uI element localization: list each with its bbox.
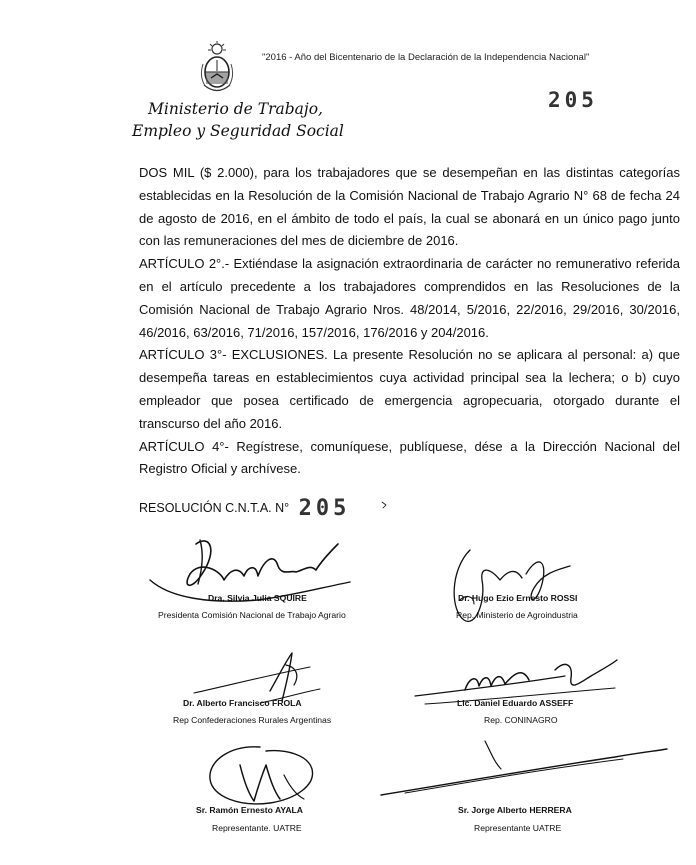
signature-asseff-scribble <box>405 650 635 720</box>
ministry-name-line2: Empleo y Seguridad Social <box>132 122 344 140</box>
resolution-label: RESOLUCIÓN C.N.T.A. N° <box>139 501 290 515</box>
ministry-name <box>132 98 344 142</box>
paragraph-article-2: ARTÍCULO 2°.- Extiéndase la asignación extraordinaria de carácter no remunerativo referida en el artículo precedente a los trabajadores comprendidos en las Resoluciones de la Comisión Nacional de Trabajo Agrario Nros. 48/2014, 5/2016, 22/2016, 29/2016, 30/2016, 46/2016, 63/2016, 71/2016, 157/2016, 176/2016 y 204/2016. <box>139 256 680 340</box>
signature-role-1: Presidenta Comisión Nacional de Trabajo Agrario <box>158 610 346 620</box>
resolution-number-line <box>139 496 350 521</box>
signature-role-5: Representante. UATRE <box>212 823 302 833</box>
signature-herrera-scribble <box>375 735 675 805</box>
paragraph-article-1-continuation: DOS MIL ($ 2.000), para los trabajadores que se desempeñan en las distintas categorías establecidas en la Resolución de la Comisión Nacional de Trabajo Agrario N° 68 de fecha 24 de agosto de 2016, en el ámbito de todo el país, la cual se abonará en un único pago junto con las remuneraciones del mes de diciembre de 2016. <box>139 165 680 249</box>
resolution-number-stamp: 205 <box>298 496 351 521</box>
coat-of-arms-icon <box>200 40 234 94</box>
paragraph-article-4: ARTÍCULO 4°- Regístrese, comuníquese, publíquese, dése a la Dirección Nacional del Registro Oficial y archívese. <box>139 438 680 477</box>
signature-name-2: Dr. Hugo Ezio Ernesto ROSSI <box>458 593 578 603</box>
paragraph-article-3: ARTÍCULO 3°- EXCLUSIONES. La presente Resolución no se aplicara al personal: a) que desempeña tareas en establecimientos cuya actividad principal sea la lechera; o b) cuyo empleador que posea certificado de emergencia agropecuaria, otorgado durante el transcurso del año 2016. <box>139 347 680 431</box>
resolution-body <box>139 162 680 481</box>
signature-ayala-scribble <box>200 735 340 815</box>
signature-name-6: Sr. Jorge Alberto HERRERA <box>458 805 572 815</box>
signature-role-4: Rep. CONINAGRO <box>484 715 558 725</box>
signature-name-3: Dr. Alberto Francisco FROLA <box>183 698 302 708</box>
signature-role-3: Rep Confederaciones Rurales Argentinas <box>173 715 332 725</box>
signature-role-2: Rep. Ministerio de Agroindustria <box>456 610 578 620</box>
stray-mark <box>380 500 390 510</box>
signature-name-4: Lic. Daniel Eduardo ASSEFF <box>457 698 574 708</box>
ministry-name-line1: Ministerio de Trabajo, <box>148 100 323 118</box>
year-motto: "2016 - Año del Bicentenario de la Declaración de la Independencia Nacional" <box>262 52 590 63</box>
signature-name-5: Sr. Ramón Ernesto AYALA <box>196 805 303 815</box>
document-number-stamp: 205 <box>548 88 598 112</box>
signature-name-1: Dra. Silvia Julia SQUIRE <box>208 593 307 603</box>
signature-role-6: Representante UATRE <box>474 823 562 833</box>
